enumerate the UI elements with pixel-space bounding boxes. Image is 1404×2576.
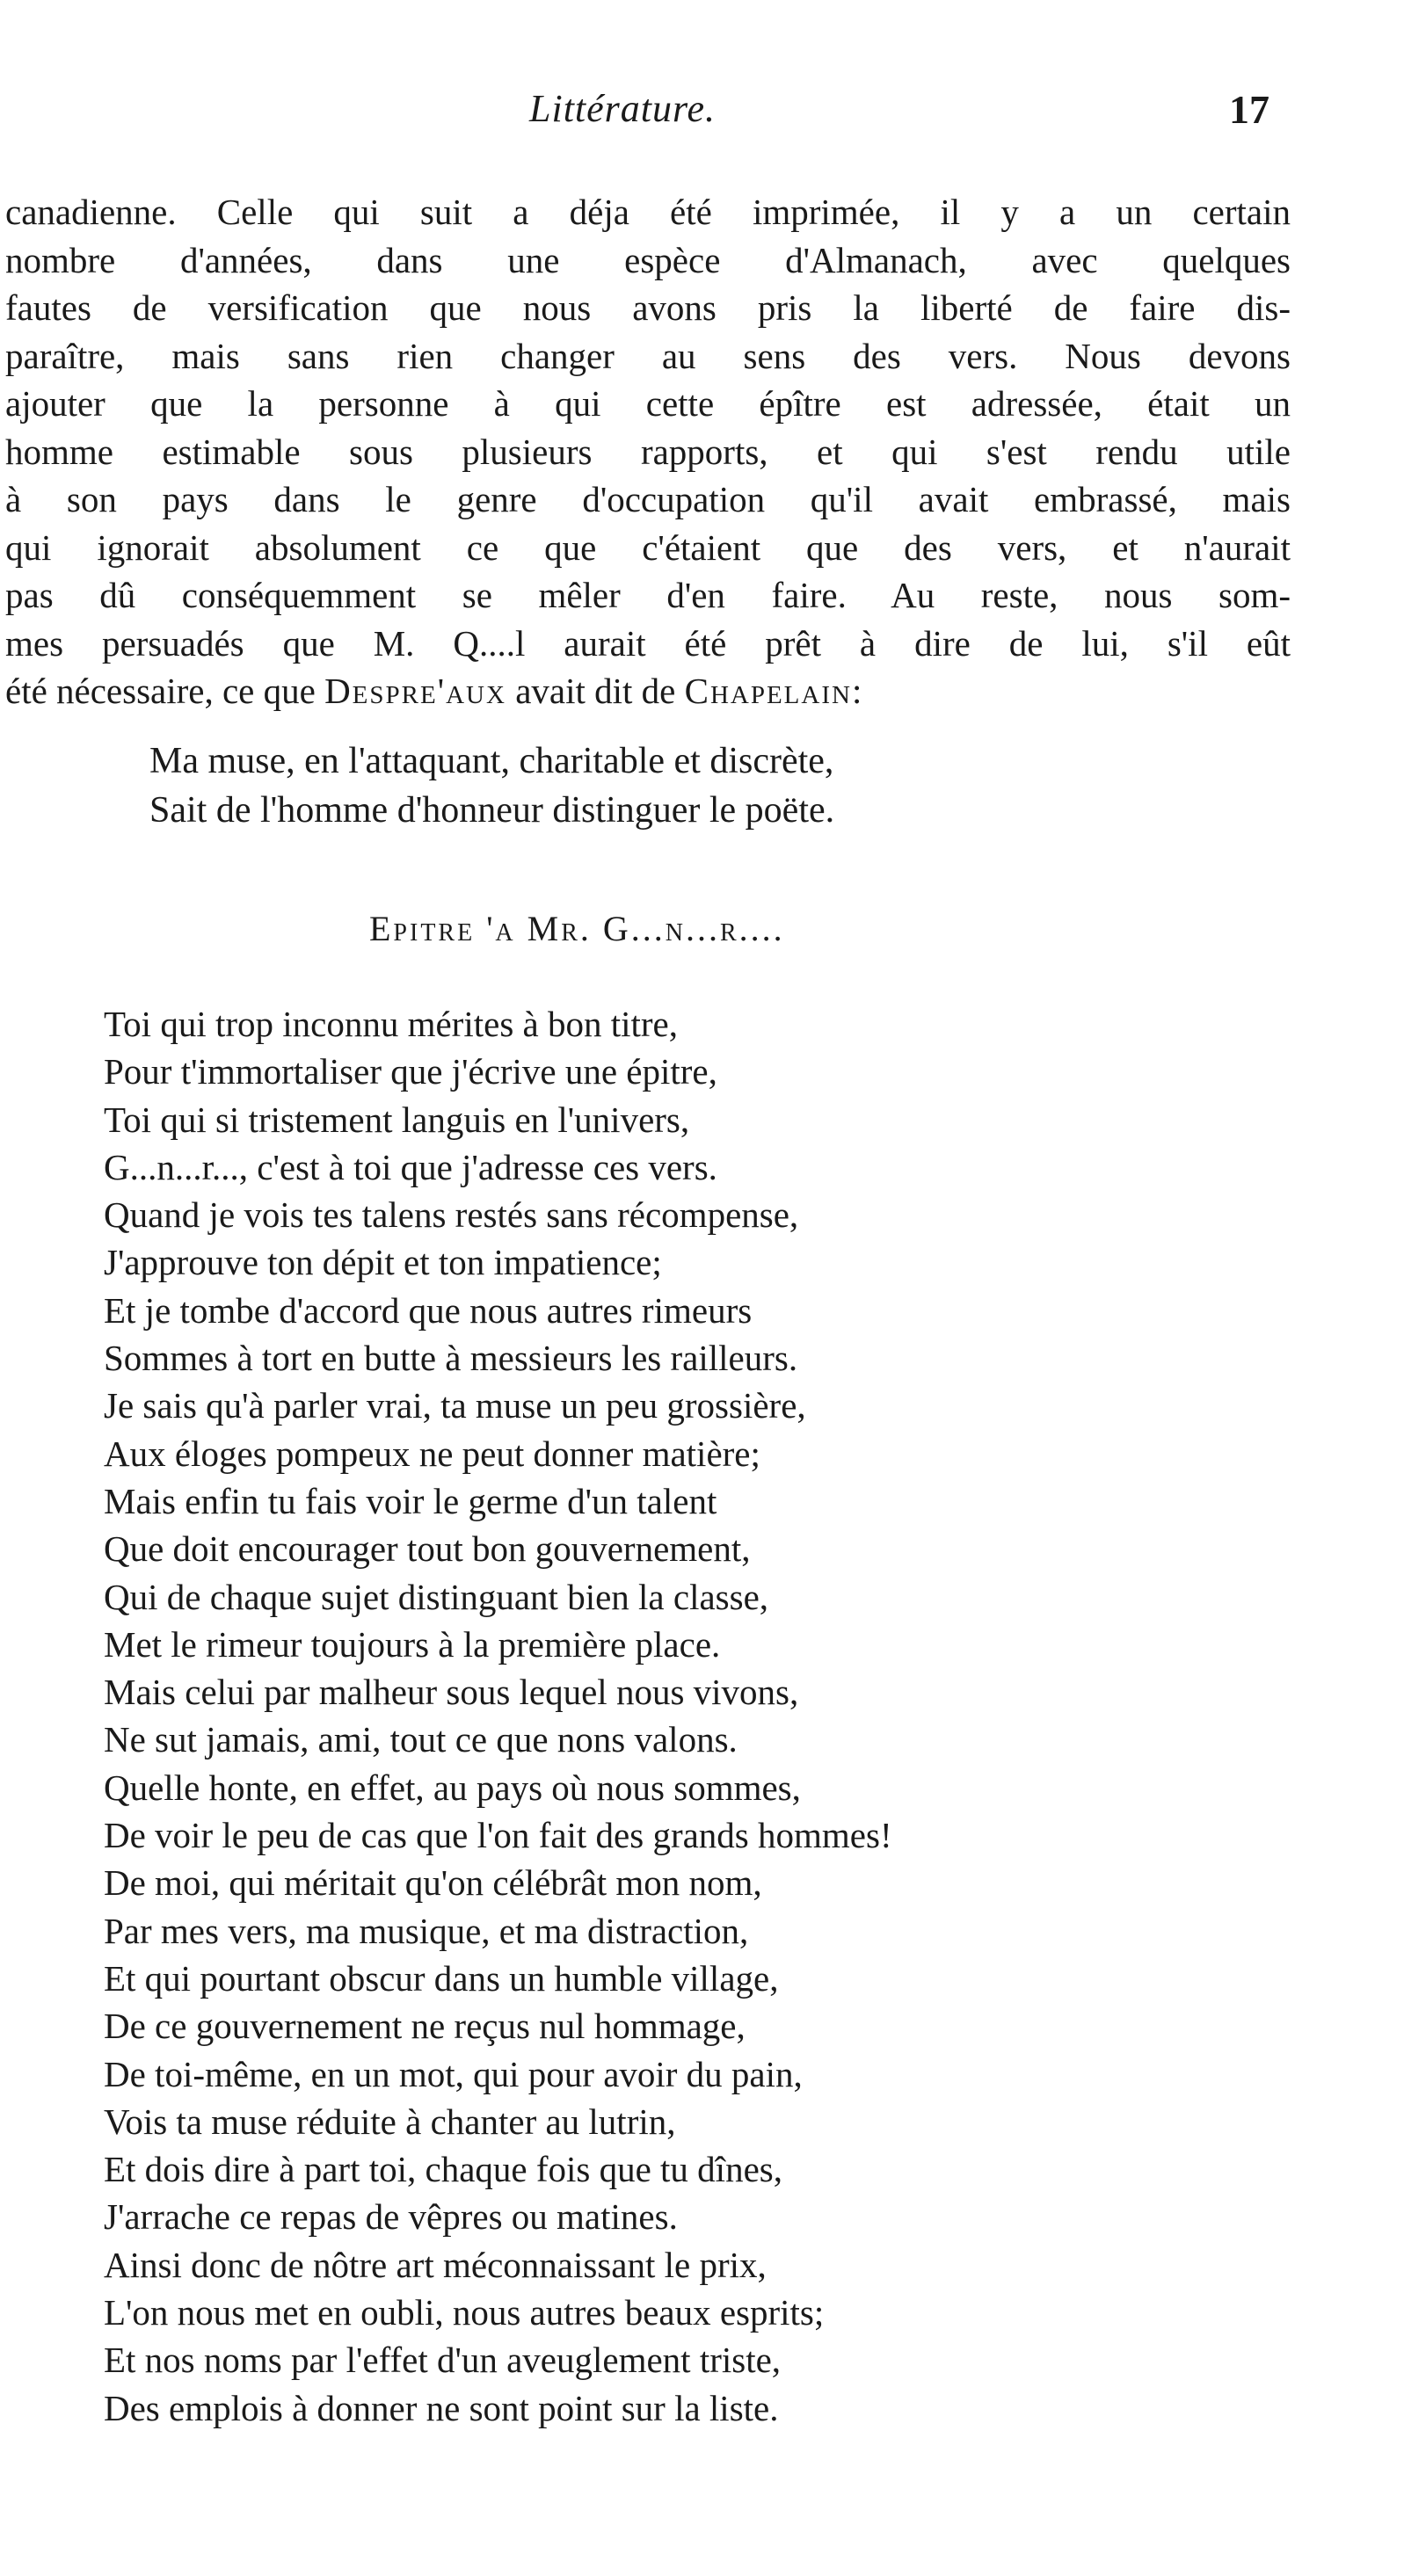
poem-line: Mais celui par malheur sous lequel nous vivons, — [104, 1672, 799, 1713]
poem — [104, 1000, 892, 2432]
verse-quotation — [149, 737, 834, 835]
poem-line: De moi, qui méritait qu'on célébrât mon nom, — [104, 1862, 762, 1904]
running-head — [0, 86, 1404, 139]
poem-line: Que doit encourager tout bon gouvernement, — [104, 1528, 751, 1570]
poem-line: G...n...r..., c'est à toi que j'adresse ces vers. — [104, 1146, 717, 1187]
poem-line: Ainsi donc de nôtre art méconnaissant le prix, — [104, 2244, 767, 2285]
poem-line: De voir le peu de cas que l'on fait des grands hommes! — [104, 1815, 892, 1856]
page-number: 17 — [1229, 87, 1269, 132]
quote-line: Sait de l'homme d'honneur distinguer le poëte. — [149, 790, 835, 831]
poem-line: Et qui pourtant obscur dans un humble village, — [104, 1957, 779, 1999]
poem-line: Et dois dire à part toi, chaque fois que tu dînes, — [104, 2149, 782, 2190]
poem-line: L'on nous met en oubli, nous autres beaux esprits; — [104, 2292, 825, 2333]
poem-line: J'arrache ce repas de vêpres ou matines. — [104, 2196, 678, 2238]
poem-line: Mais enfin tu fais voir le germe d'un talent — [104, 1480, 717, 1521]
poem-line: J'approuve ton dépit et ton impatience; — [104, 1242, 662, 1283]
prose-paragraph — [5, 188, 1291, 715]
prose-last-line — [5, 667, 1291, 715]
poem-line: Et je tombe d'accord que nous autres rimeurs — [104, 1289, 753, 1331]
author-name-chapelain: Chapelain — [684, 671, 852, 711]
prose-line: mes persuadés que M. Q....l aurait été prêt à dire de lui, s'il eût — [5, 622, 1291, 664]
poem-line: Aux éloges pompeux ne peut donner matière; — [104, 1433, 760, 1474]
poem-line: Toi qui trop inconnu mérites à bon titre, — [104, 1004, 678, 1044]
poem-line: Des emplois à donner ne sont point sur la liste. — [104, 2387, 779, 2428]
poem-line: Vois ta muse réduite à chanter au lutrin, — [104, 2101, 676, 2142]
prose-line: canadienne. Celle qui suit a déja été imprimée, il y a un certain — [5, 192, 1291, 232]
poem-line: Qui de chaque sujet distinguant bien la classe, — [104, 1576, 769, 1617]
poem-line: Sommes à tort en butte à messieurs les railleurs. — [104, 1338, 798, 1379]
poem-line: Pour t'immortaliser que j'écrive une épitre, — [104, 1051, 717, 1092]
prose-line: homme estimable sous plusieurs rapports, et qui s'est rendu utile — [5, 431, 1291, 472]
quote-line: Ma muse, en l'attaquant, charitable et discrète, — [149, 741, 834, 781]
running-title: Littérature. — [529, 87, 717, 130]
prose-text: avait dit de — [506, 671, 685, 711]
prose-text: été nécessaire, ce que — [5, 671, 325, 711]
poem-line: Toi qui si tristement languis en l'univers, — [104, 1099, 690, 1140]
prose-line: qui ignorait absolument ce que c'étaient que des vers, et n'aurait — [5, 526, 1291, 568]
poem-line: Ne sut jamais, ami, tout ce que nons valons. — [104, 1719, 738, 1760]
prose-line: nombre d'années, dans une espèce d'Almanach, avec quelques — [5, 239, 1291, 280]
poem-line: De toi-même, en un mot, qui pour avoir du pain, — [104, 2053, 803, 2094]
epistle-title: Epitre 'a Mr. G...n...r.... — [369, 909, 785, 948]
poem-line: Je sais qu'à parler vrai, ta muse un peu grossière, — [104, 1385, 806, 1426]
prose-line: fautes de versification que nous avons pris la liberté de faire dis- — [5, 287, 1291, 328]
prose-line: à son pays dans le genre d'occupation qu'il avait embrassé, mais — [5, 479, 1291, 519]
prose-line: pas dû conséquemment se mêler d'en faire. Au reste, nous som- — [5, 575, 1291, 615]
prose-text: : — [851, 671, 862, 711]
poem-line: Quand je vois tes talens restés sans récompense, — [104, 1194, 799, 1236]
poem-line: Et nos noms par l'effet d'un aveuglement triste, — [104, 2340, 782, 2381]
poem-line: De ce gouvernement ne reçus nul hommage, — [104, 2006, 746, 2047]
poem-line: Quelle honte, en effet, au pays où nous sommes, — [104, 1767, 801, 1808]
author-name-despreaux: Despre'aux — [324, 671, 506, 711]
prose-line: paraître, mais sans rien changer au sens des vers. Nous devons — [5, 335, 1291, 376]
prose-line: ajouter que la personne à qui cette épître est adressée, était un — [5, 383, 1291, 424]
poem-line: Met le rimeur toujours à la première place. — [104, 1623, 721, 1665]
poem-line: Par mes vers, ma musique, et ma distraction, — [104, 1910, 749, 1951]
